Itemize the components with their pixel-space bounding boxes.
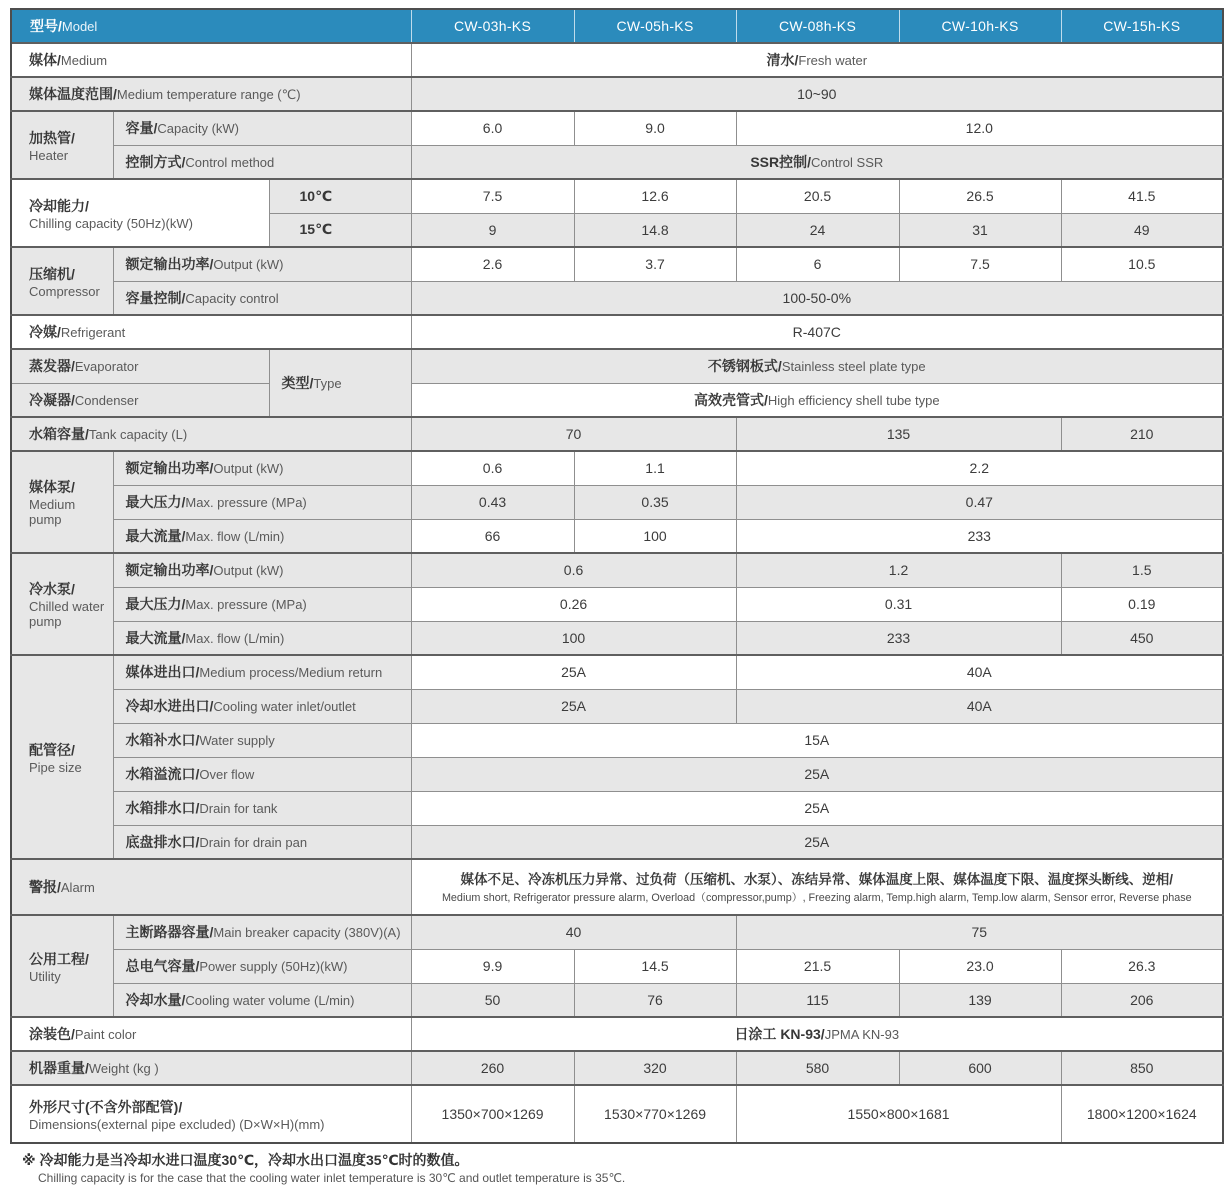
value-cell-compressor-output: 10.5	[1061, 247, 1223, 281]
value-cell-pipe-cooling-inout: 25A	[411, 689, 736, 723]
table-row-pipe-over-flow	[11, 757, 1223, 791]
value-cell-utility-cooling-volume: 50	[411, 983, 574, 1017]
table-row-pipe-drain-tank	[11, 791, 1223, 825]
model-column-title: 型号/Model	[11, 9, 411, 43]
value-cell-chilled-pump-flow: 450	[1061, 621, 1223, 655]
value-cell-medium-pump-pressure: 0.47	[736, 485, 1223, 519]
value-cell-chilled-pump-pressure: 0.26	[411, 587, 736, 621]
slash: /	[195, 766, 200, 782]
model-name: CW-10h-KS	[941, 18, 1019, 34]
value-cell-medium-pump-pressure: 0.43	[411, 485, 574, 519]
value-cell-compressor-output: 7.5	[899, 247, 1061, 281]
value-cell-tank-capacity: 70	[411, 417, 736, 451]
attrlabel-medium-pump-flow: 最大流量/Max. flow (L/min)	[113, 519, 411, 553]
value-cell-utility-breaker: 40	[411, 915, 736, 949]
value-cell-pipe-cooling-inout: 40A	[736, 689, 1223, 723]
attrlabel-medium-pump-output: 额定输出功率/Output (kW)	[113, 451, 411, 485]
value-cell-medium: 清水/Fresh water	[411, 43, 1223, 77]
value-cell-chilling-15: 49	[1061, 213, 1223, 247]
rowlabel-evaporator: 蒸发器/Evaporator	[11, 349, 269, 383]
value-cell-chilled-pump-output: 1.2	[736, 553, 1061, 587]
model-header-cell	[736, 9, 899, 43]
grouplabel-chilling-10: 冷却能力/ Chilling capacity (50Hz)(kW)	[11, 179, 269, 247]
slash: /	[58, 18, 62, 34]
table-row-utility-power	[11, 949, 1223, 983]
table-row-compressor-output	[11, 247, 1223, 281]
table-row-pipe-drain-pan	[11, 825, 1223, 859]
model-header-cell	[411, 9, 574, 43]
value-cell-heater-capacity: 6.0	[411, 111, 574, 145]
rowlabel-tank-capacity: 水箱容量/Tank capacity (L)	[11, 417, 411, 451]
value-cell-utility-cooling-volume: 139	[899, 983, 1061, 1017]
attrlabel-heater-control: 控制方式/Control method	[113, 145, 411, 179]
attrlabel-pipe-water-supply: 水箱补水口/Water supply	[113, 723, 411, 757]
value-cell-medium-pump-flow: 66	[411, 519, 574, 553]
value-cell-weight: 260	[411, 1051, 574, 1085]
slash: /	[181, 527, 186, 544]
value-cell-heater-control: SSR控制/Control SSR	[411, 145, 1223, 179]
grouplabel-medium-pump-output: 媒体泵/ Medium pump	[11, 451, 113, 553]
table-row-chilled-pump-output	[11, 553, 1223, 587]
attrlabel-chilled-pump-pressure: 最大压力/Max. pressure (MPa)	[113, 587, 411, 621]
value-cell-dimensions: 1550×800×1681	[736, 1085, 1061, 1143]
value-cell-refrigerant: R-407C	[411, 315, 1223, 349]
slash: /	[209, 460, 214, 477]
value-cell-utility-power: 23.0	[899, 949, 1061, 983]
value-cell-pipe-drain-tank: 25A	[411, 791, 1223, 825]
value-cell-chilling-15: 24	[736, 213, 899, 247]
header-row	[11, 9, 1223, 43]
table-row-condenser	[11, 383, 1223, 417]
slash: /	[153, 120, 158, 137]
rowlabel2-dimensions: 外形尺寸(不含外部配管)/ Dimensions(external pipe excluded) (D×W×H)(mm)	[11, 1085, 411, 1143]
alarm-text-en: Medium short, Refrigerator pressure alarm, Overload（compressor,pump）, Freezing alarm, Temp.high alarm, Temp.low alarm, Sensor error, Reverse phase	[441, 891, 1192, 904]
sublabel-chilling-10: 10℃	[269, 179, 411, 213]
value-cell-compressor-output: 2.6	[411, 247, 574, 281]
value-cell-medium-pump-output: 2.2	[736, 451, 1223, 485]
rowlabel-paint-color: 涂装色/Paint color	[11, 1017, 411, 1051]
slash: /	[209, 698, 214, 714]
value-cell-pipe-over-flow: 25A	[411, 757, 1223, 791]
value-cell-weight: 850	[1061, 1051, 1223, 1085]
value-cell-utility-breaker: 75	[736, 915, 1223, 949]
value-cell-medium-pump-flow: 233	[736, 519, 1223, 553]
value-cell-dimensions: 1800×1200×1624	[1061, 1085, 1223, 1143]
slash: /	[57, 52, 61, 68]
value-cell-chilling-15: 9	[411, 213, 574, 247]
slash: /	[181, 289, 186, 306]
table-row-utility-cooling-volume	[11, 983, 1223, 1017]
alarm-alarm	[411, 859, 1223, 915]
value-cell-chilled-pump-output: 1.5	[1061, 553, 1223, 587]
table-row-pipe-cooling-inout	[11, 689, 1223, 723]
grouplabel-chilled-pump-output: 冷水泵/ Chilled water pump	[11, 553, 113, 655]
value-cell-medium-pump-flow: 100	[574, 519, 736, 553]
table-row-compressor-capacity-control	[11, 281, 1223, 315]
model-name: CW-15h-KS	[1103, 18, 1181, 34]
value-cell-chilling-10: 12.6	[574, 179, 736, 213]
value-cell-weight: 320	[574, 1051, 736, 1085]
table-row-medium	[11, 43, 1223, 77]
table-row-heater-control	[11, 145, 1223, 179]
value-cell-evaporator: 不锈钢板式/Stainless steel plate type	[411, 349, 1223, 383]
rowlabel-medium: 媒体/Medium	[11, 43, 411, 77]
table-row-chilled-pump-flow	[11, 621, 1223, 655]
attrlabel-pipe-cooling-inout: 冷却水进出口/Cooling water inlet/outlet	[113, 689, 411, 723]
table-row-evaporator	[11, 349, 1223, 383]
value-cell-chilling-10: 41.5	[1061, 179, 1223, 213]
slash: /	[181, 629, 186, 646]
typelabel-evaporator: 类型/Type	[269, 349, 411, 417]
value-cell-condenser: 高效壳管式/High efficiency shell tube type	[411, 383, 1223, 417]
value-cell-pipe-drain-pan: 25A	[411, 825, 1223, 859]
grouplabel-pipe-medium-inout: 配管径/ Pipe size	[11, 655, 113, 859]
slash: /	[807, 153, 811, 170]
footnote-zh: ※ 冷却能力是当冷却水进口温度30℃，冷却水出口温度35℃时的数值。	[22, 1152, 469, 1168]
value-cell-dimensions: 1350×700×1269	[411, 1085, 574, 1143]
value-cell-tank-capacity: 210	[1061, 417, 1223, 451]
table-row-alarm	[11, 859, 1223, 915]
attrlabel-utility-breaker: 主断路器容量/Main breaker capacity (380V)(A)	[113, 915, 411, 949]
value-cell-pipe-water-supply: 15A	[411, 723, 1223, 757]
attrlabel-chilled-pump-flow: 最大流量/Max. flow (L/min)	[113, 621, 411, 655]
slash: /	[181, 991, 186, 1008]
slash: /	[820, 1026, 825, 1042]
table-row-pipe-medium-inout	[11, 655, 1223, 689]
grouplabel-heater-capacity: 加热管/ Heater	[11, 111, 113, 179]
table-row-pipe-water-supply	[11, 723, 1223, 757]
value-cell-pipe-medium-inout: 25A	[411, 655, 736, 689]
value-cell-utility-power: 26.3	[1061, 949, 1223, 983]
value-cell-chilled-pump-pressure: 0.19	[1061, 587, 1223, 621]
slash: /	[195, 732, 200, 748]
slash: /	[777, 358, 782, 375]
table-row-dimensions	[11, 1085, 1223, 1143]
value-cell-weight: 580	[736, 1051, 899, 1085]
value-cell-utility-cooling-volume: 206	[1061, 983, 1223, 1017]
rowlabel-medium-temp-range: 媒体温度范围/Medium temperature range (℃)	[11, 77, 411, 111]
model-name: CW-08h-KS	[778, 18, 857, 34]
value-cell-chilling-10: 20.5	[736, 179, 899, 213]
slash: /	[181, 596, 186, 612]
value-cell-paint-color: 日涂工 KN-93/JPMA KN-93	[411, 1017, 1223, 1051]
model-header-cell	[899, 9, 1061, 43]
slash: /	[57, 879, 61, 895]
value-cell-chilled-pump-output: 0.6	[411, 553, 736, 587]
slash: /	[181, 494, 186, 510]
alarm-text-zh: 媒体不足、冷冻机压力异常、过负荷（压缩机、水泵）、冻结异常、媒体温度上限、媒体温度下限、温度探头断线、逆相/	[460, 872, 1174, 888]
value-cell-chilled-pump-pressure: 0.31	[736, 587, 1061, 621]
attrlabel-compressor-output: 额定输出功率/Output (kW)	[113, 247, 411, 281]
rowlabel-refrigerant: 冷媒/Refrigerant	[11, 315, 411, 349]
attrlabel-compressor-capacity-control: 容量控制/Capacity control	[113, 281, 411, 315]
slash: /	[195, 958, 200, 974]
rowlabel-alarm: 警报/Alarm	[11, 859, 411, 915]
spec-table	[10, 8, 1224, 1144]
attrlabel-chilled-pump-output: 额定输出功率/Output (kW)	[113, 553, 411, 587]
value-cell-chilling-10: 7.5	[411, 179, 574, 213]
grouplabel-utility-breaker: 公用工程/ Utility	[11, 915, 113, 1017]
table-row-chilled-pump-pressure	[11, 587, 1223, 621]
attrlabel-pipe-drain-pan: 底盘排水口/Drain for drain pan	[113, 825, 411, 859]
value-cell-chilling-10: 26.5	[899, 179, 1061, 213]
value-cell-dimensions: 1530×770×1269	[574, 1085, 736, 1143]
model-name: CW-03h-KS	[453, 18, 532, 34]
attrlabel-medium-pump-pressure: 最大压力/Max. pressure (MPa)	[113, 485, 411, 519]
slash: /	[794, 52, 799, 68]
attrlabel-pipe-medium-inout: 媒体进出口/Medium process/Medium return	[113, 655, 411, 689]
slash: /	[113, 86, 117, 102]
footnote	[22, 1151, 1230, 1187]
footnote-en: Chilling capacity is for the case that the cooling water inlet temperature is 30℃ and outlet temperature is 35℃.	[38, 1170, 626, 1185]
slash: /	[309, 375, 314, 391]
table-row-medium-pump-output	[11, 451, 1223, 485]
model-header-cell	[574, 9, 736, 43]
value-cell-chilling-15: 14.8	[574, 213, 736, 247]
value-cell-compressor-output: 3.7	[574, 247, 736, 281]
value-cell-medium-pump-pressure: 0.35	[574, 485, 736, 519]
value-cell-tank-capacity: 135	[736, 417, 1061, 451]
value-cell-chilled-pump-flow: 100	[411, 621, 736, 655]
table-row-medium-pump-pressure	[11, 485, 1223, 519]
slash: /	[57, 324, 61, 340]
model-header-cell	[1061, 9, 1223, 43]
value-cell-utility-cooling-volume: 115	[736, 983, 899, 1017]
value-cell-medium-pump-output: 1.1	[574, 451, 736, 485]
slash: /	[209, 924, 214, 941]
value-cell-compressor-capacity-control: 100-50-0%	[411, 281, 1223, 315]
grouplabel-compressor-output: 压缩机/ Compressor	[11, 247, 113, 315]
rowlabel-condenser: 冷凝器/Condenser	[11, 383, 269, 417]
slash: /	[181, 153, 186, 170]
table-row-refrigerant	[11, 315, 1223, 349]
value-cell-utility-power: 9.9	[411, 949, 574, 983]
value-cell-medium-temp-range: 10~90	[411, 77, 1223, 111]
table-row-chilling-10	[11, 179, 1223, 213]
slash: /	[209, 562, 214, 579]
model-name: CW-05h-KS	[616, 18, 694, 34]
value-cell-chilled-pump-flow: 233	[736, 621, 1061, 655]
value-cell-compressor-output: 6	[736, 247, 899, 281]
rowlabel-weight: 机器重量/Weight (kg )	[11, 1051, 411, 1085]
slash: /	[763, 391, 768, 408]
slash: /	[85, 426, 89, 442]
slash: /	[71, 358, 75, 375]
table-row-medium-temp-range	[11, 77, 1223, 111]
value-cell-chilling-15: 31	[899, 213, 1061, 247]
attrlabel-utility-cooling-volume: 冷却水量/Cooling water volume (L/min)	[113, 983, 411, 1017]
slash: /	[85, 1060, 89, 1076]
table-row-tank-capacity	[11, 417, 1223, 451]
slash: /	[71, 391, 75, 408]
table-row-medium-pump-flow	[11, 519, 1223, 553]
value-cell-heater-capacity: 12.0	[736, 111, 1223, 145]
value-cell-pipe-medium-inout: 40A	[736, 655, 1223, 689]
value-cell-utility-power: 21.5	[736, 949, 899, 983]
value-cell-heater-capacity: 9.0	[574, 111, 736, 145]
slash: /	[195, 800, 200, 816]
table-row-utility-breaker	[11, 915, 1223, 949]
value-cell-weight: 600	[899, 1051, 1061, 1085]
value-cell-medium-pump-output: 0.6	[411, 451, 574, 485]
table-row-weight	[11, 1051, 1223, 1085]
sublabel-chilling-15: 15℃	[269, 213, 411, 247]
slash: /	[195, 664, 200, 681]
attrlabel-pipe-over-flow: 水箱溢流口/Over flow	[113, 757, 411, 791]
attrlabel-heater-capacity: 容量/Capacity (kW)	[113, 111, 411, 145]
table-row-paint-color	[11, 1017, 1223, 1051]
attrlabel-utility-power: 总电气容量/Power supply (50Hz)(kW)	[113, 949, 411, 983]
table-row-heater-capacity	[11, 111, 1223, 145]
attrlabel-pipe-drain-tank: 水箱排水口/Drain for tank	[113, 791, 411, 825]
slash: /	[195, 833, 200, 850]
slash: /	[209, 256, 214, 273]
value-cell-utility-cooling-volume: 76	[574, 983, 736, 1017]
slash: /	[71, 1026, 75, 1042]
value-cell-utility-power: 14.5	[574, 949, 736, 983]
